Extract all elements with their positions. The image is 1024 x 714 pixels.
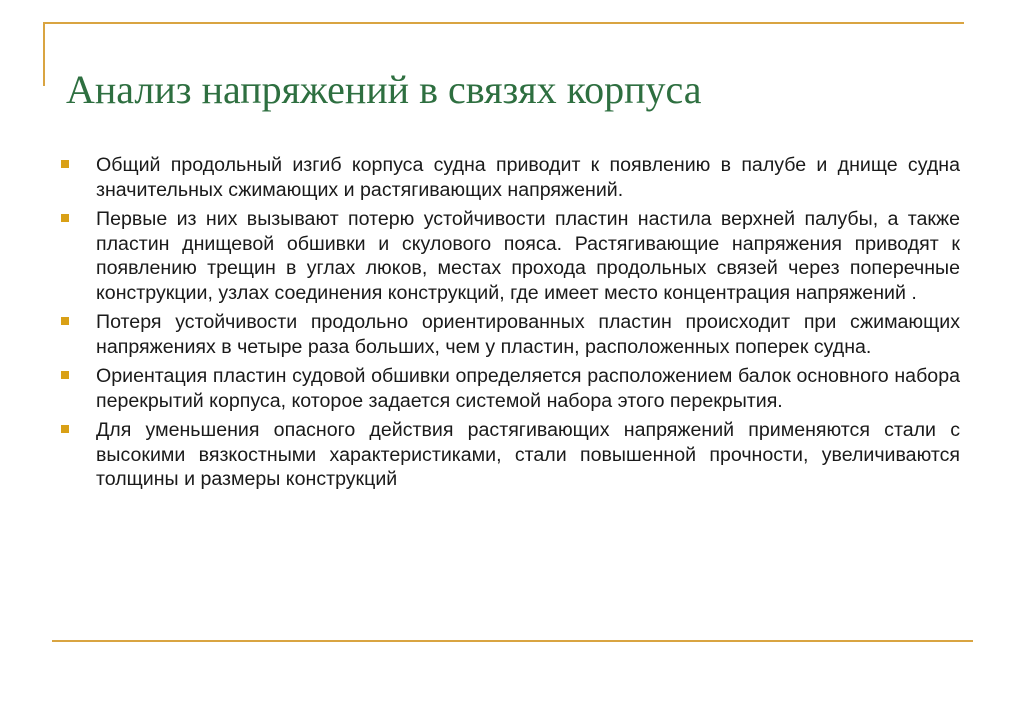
decorative-top-line	[43, 22, 964, 24]
bullet-text: Общий продольный изгиб корпуса судна приводит к появлению в палубе и днище судна значительных сжимающих и растягивающих напряжений.	[96, 154, 960, 201]
square-bullet-icon	[61, 214, 69, 222]
bullet-text: Потеря устойчивости продольно ориентированных пластин происходит при сжимающих напряжениях в четыре раза больших, чем у пластин, расположенных поперек судна.	[96, 311, 960, 358]
bullet-text: Для уменьшения опасного действия растягивающих напряжений применяются стали с высокими вязкостными характеристиками, стали повышенной прочности, увеличиваются толщины и размеры конструкций	[96, 419, 960, 490]
square-bullet-icon	[61, 425, 69, 433]
bullet-item	[96, 207, 960, 305]
bullet-item	[96, 364, 960, 413]
decorative-vertical-line	[43, 22, 45, 86]
slide-title: Анализ напряжений в связях корпуса	[66, 67, 702, 112]
bullet-item	[96, 418, 960, 492]
square-bullet-icon	[61, 317, 69, 325]
bullet-text: Ориентация пластин судовой обшивки определяется расположением балок основного набора перекрытий корпуса, которое задается системой набора этого перекрытия.	[96, 365, 960, 412]
bullet-list	[96, 153, 960, 497]
bullet-item	[96, 310, 960, 359]
decorative-bottom-line	[52, 640, 973, 642]
square-bullet-icon	[61, 160, 69, 168]
bullet-text: Первые из них вызывают потерю устойчивости пластин настила верхней палубы, а также пластин днищевой обшивки и скулового пояса. Растягивающие напряжения приводят к появлению трещин в углах люков, местах прохода продольных связей через поперечные конструкции, узлах соединения конструкций, где имеет место концентрация напряжений .	[96, 208, 960, 304]
square-bullet-icon	[61, 371, 69, 379]
bullet-item	[96, 153, 960, 202]
